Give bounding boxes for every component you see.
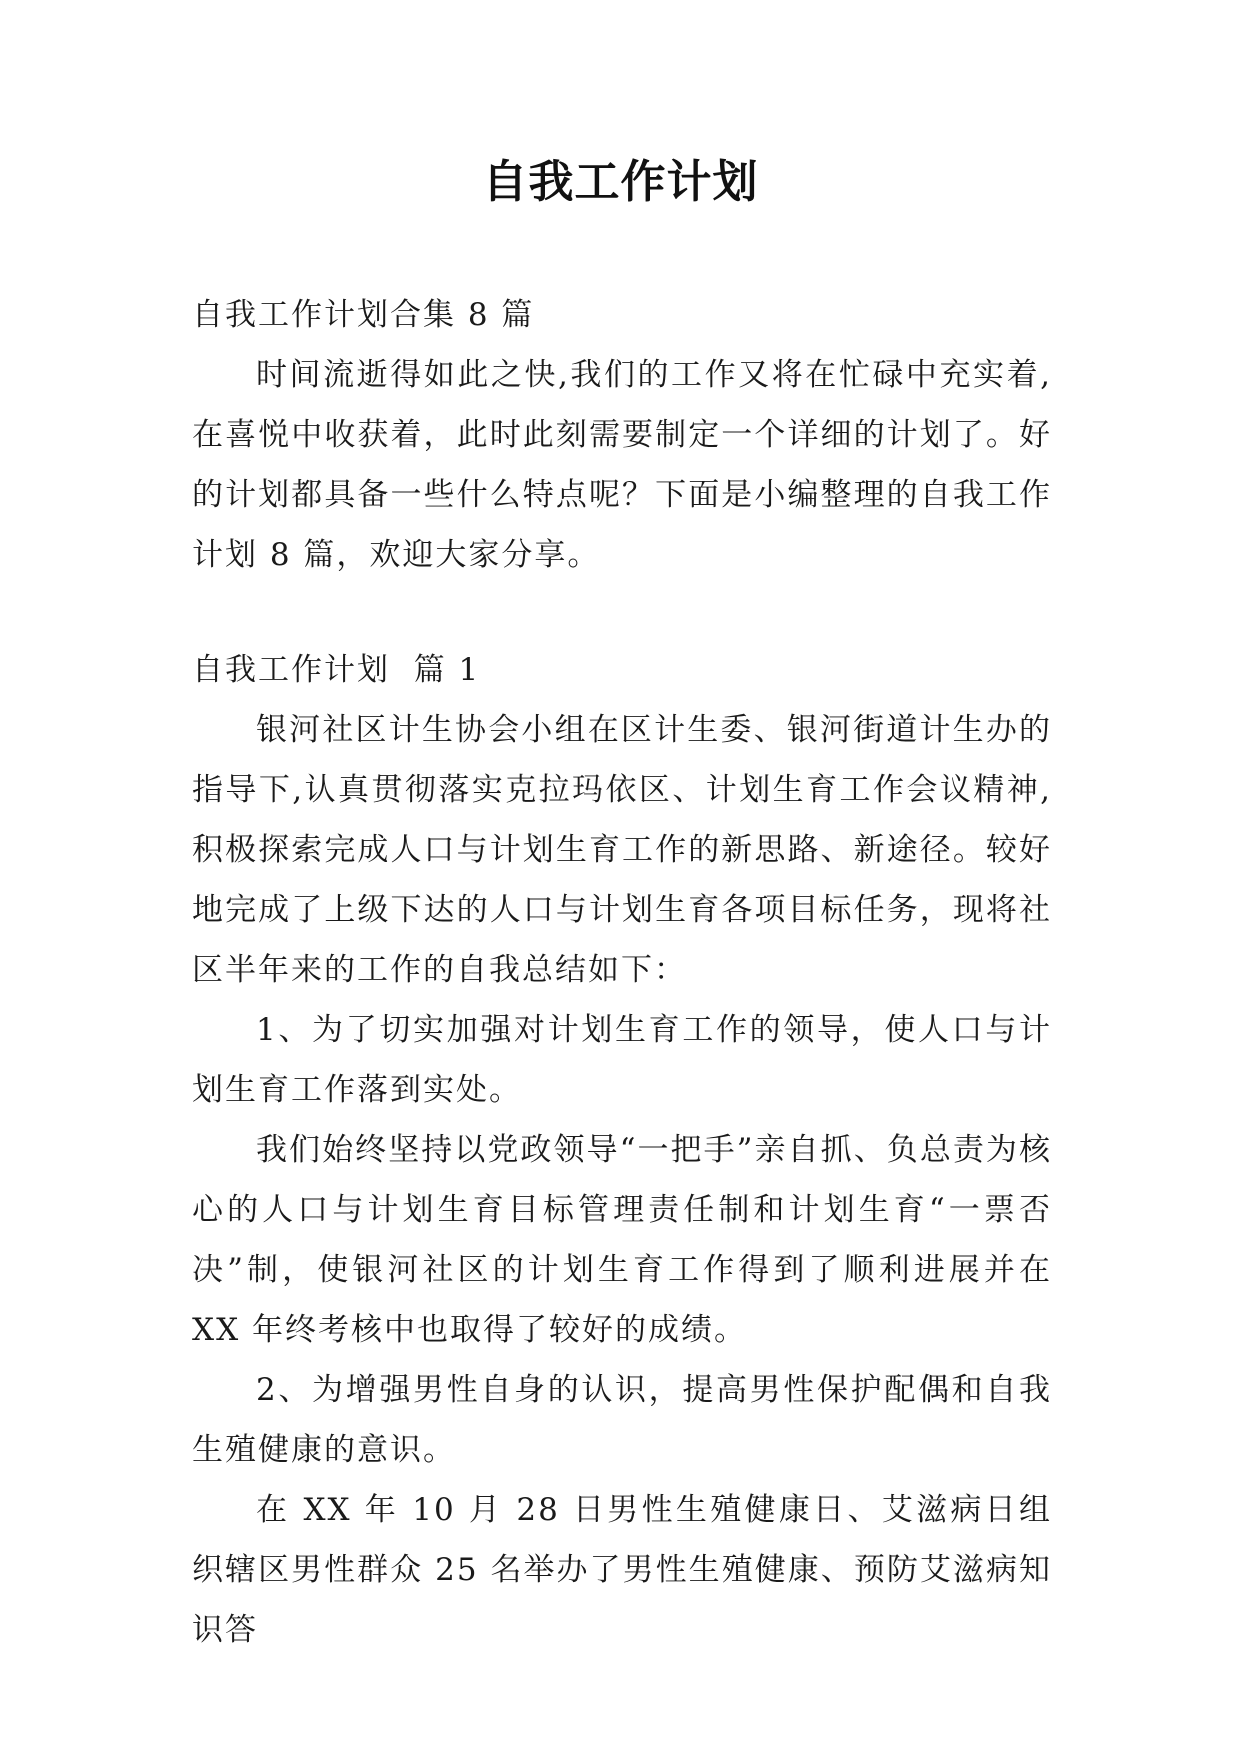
document-title: 自我工作计划 bbox=[482, 155, 759, 208]
body-paragraph: 在 XX 年 10 月 28 日男性生殖健康日、艾滋病日组织辖区男性群众 25 名举办了男性生殖健康、预防艾滋病知识答 bbox=[192, 1492, 1052, 1648]
body-paragraph: 我们始终坚持以党政领导“一把手”亲自抓、负总责为核心的人口与计划生育目标管理责任制和计划生育“一票否决”制，使银河社区的计划生育工作得到了顺利进展并在 XX 年终考核中也取得了较好的成绩。 bbox=[192, 1132, 1052, 1348]
document-body bbox=[192, 285, 1052, 1660]
body-paragraph: 2、为增强男性自身的认识，提高男性保护配偶和自我生殖健康的意识。 bbox=[192, 1372, 1052, 1468]
body-paragraph: 1、为了切实加强对计划生育工作的领导，使人口与计划生育工作落到实处。 bbox=[192, 1012, 1052, 1108]
section-heading: 自我工作计划 篇 1 bbox=[192, 652, 481, 688]
body-paragraph: 银河社区计生协会小组在区计生委、银河街道计生办的指导下,认真贯彻落实克拉玛依区、计划生育工作会议精神,积极探索完成人口与计划生育工作的新思路、新途径。较好地完成了上级下达的人口与计划生育各项目标任务，现将社区半年来的工作的自我总结如下： bbox=[192, 712, 1052, 988]
document-subtitle: 自我工作计划合集 8 篇 bbox=[192, 297, 535, 333]
intro-paragraph: 时间流逝得如此之快,我们的工作又将在忙碌中充实着,在喜悦中收获着，此时此刻需要制定一个详细的计划了。好的计划都具备一些什么特点呢？下面是小编整理的自我工作计划 8 篇，欢迎大家分享。 bbox=[192, 357, 1052, 573]
